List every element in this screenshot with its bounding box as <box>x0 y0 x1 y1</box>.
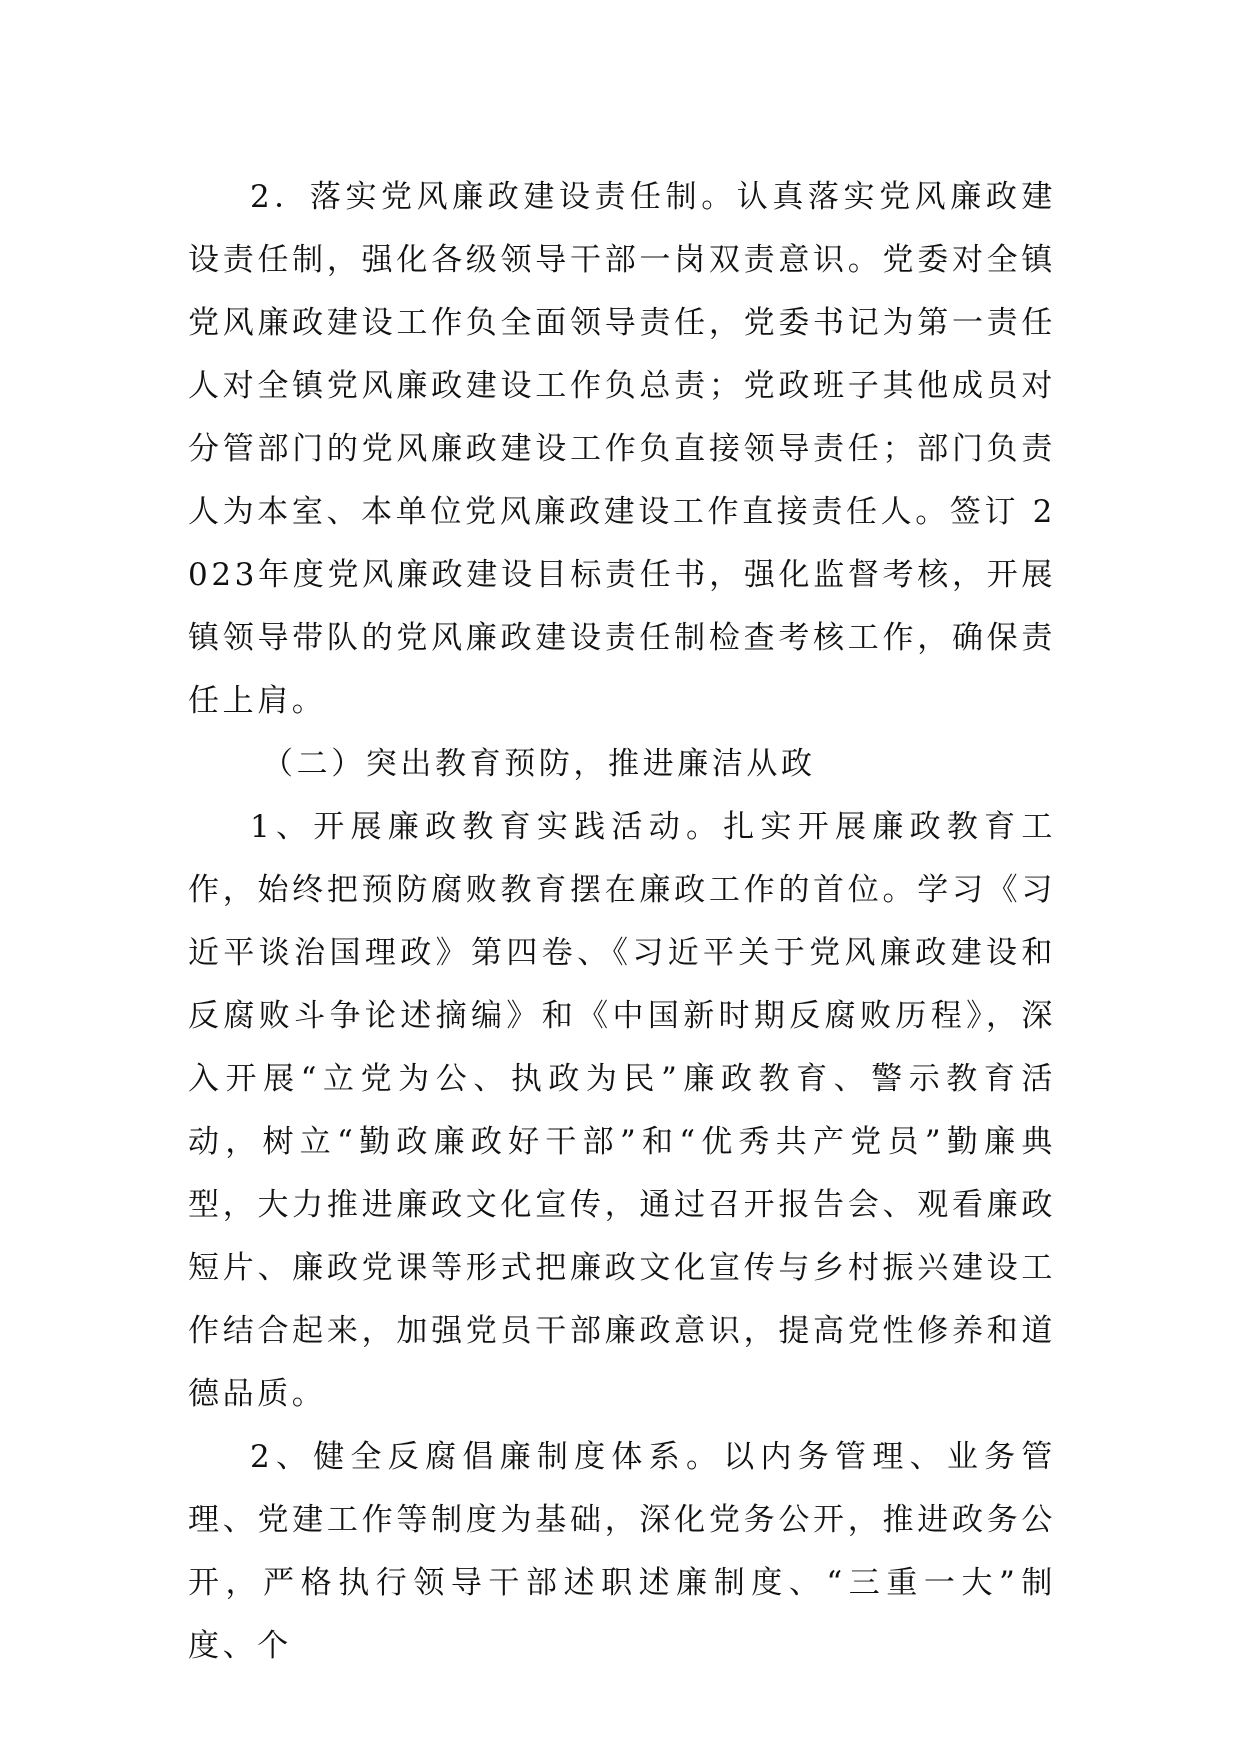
paragraph-integrity-education: 1、开展廉政教育实践活动。扎实开展廉政教育工作，始终把预防腐败教育摆在廉政工作的首位。学习《习近平谈治国理政》第四卷、《习近平关于党风廉政建设和反腐败斗争论述摘编》和《中国新时期反腐败历程》，深入开展“立党为公、执政为民”廉政教育、警示教育活动，树立“勤政廉政好干部”和“优秀共产党员”勤廉典型，大力推进廉政文化宣传，通过召开报告会、观看廉政短片、廉政党课等形式把廉政文化宣传与乡村振兴建设工作结合起来，加强党员干部廉政意识，提高党性修养和道德品质。 <box>188 809 1056 1412</box>
paragraph-responsibility-system: 2．落实党风廉政建设责任制。认真落实党风廉政建设责任制，强化各级领导干部一岗双责意识。党委对全镇党风廉政建设工作负全面领导责任，党委书记为第一责任人对全镇党风廉政建设工作负总责；党政班子其他成员对分管部门的党风廉政建设工作负直接领导责任；部门负责人为本室、本单位党风廉政建设工作直接责任人。签订 2023年度党风廉政建设目标责任书，强化监督考核，开展镇领导带队的党风廉政建设责任制检查考核工作，确保责任上肩。 <box>188 179 1056 719</box>
section-heading-education-prevention: （二）突出教育预防，推进廉洁从政 <box>262 746 816 782</box>
paragraph-anti-corruption-system: 2、健全反腐倡廉制度体系。以内务管理、业务管理、党建工作等制度为基础，深化党务公开，推进政务公开，严格执行领导干部述职述廉制度、“三重一大”制度、个 <box>188 1439 1056 1664</box>
document-body <box>188 166 1056 1678</box>
